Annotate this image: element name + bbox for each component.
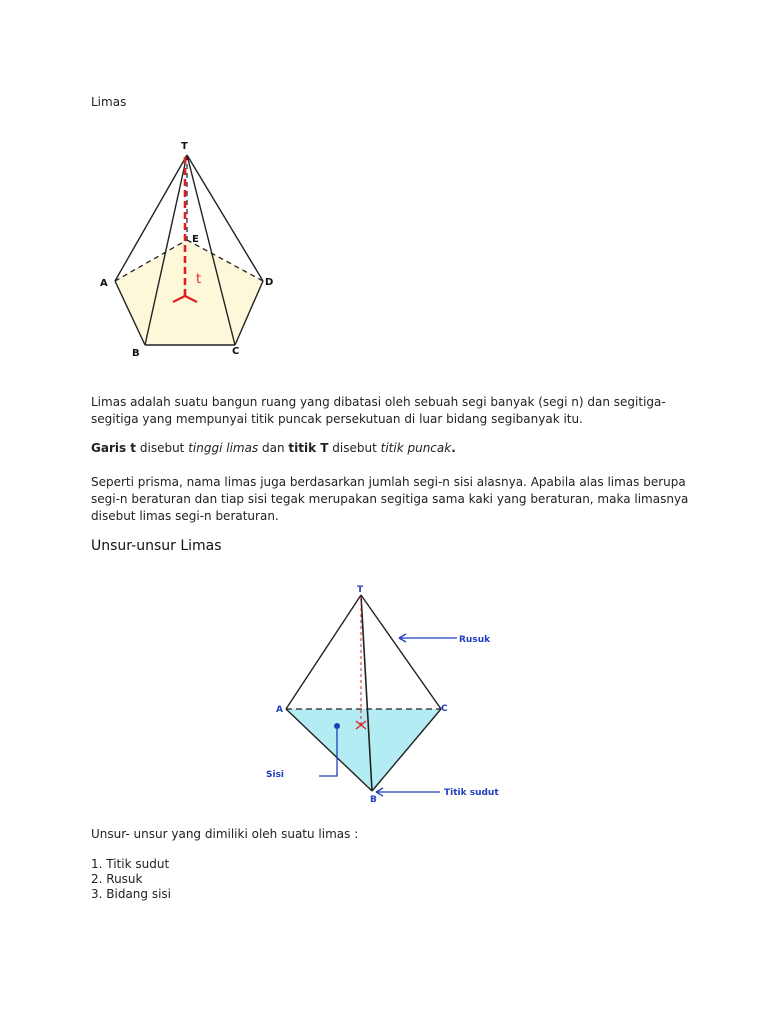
list-item: 3. Bidang sisi <box>91 887 172 901</box>
sisi-marker <box>334 723 340 729</box>
text-segment: . <box>451 441 456 455</box>
label-C: C <box>441 704 448 714</box>
list-item: 1. Titik sudut <box>91 857 170 871</box>
label-T: T <box>181 141 188 152</box>
label-T: T <box>357 585 364 595</box>
callout-rusuk: Rusuk <box>459 635 491 645</box>
term-garis-t: Garis t <box>91 441 137 455</box>
definition-paragraph: Limas adalah suatu bangun ruang yang dibatasi oleh sebuah segi banyak (segi n) dan segitiga-segitiga yang mempunyai titik puncak persekutuan di luar bidang segibanyak itu. <box>91 395 666 426</box>
callout-titik-sudut: Titik sudut <box>444 788 499 798</box>
edge-TA <box>286 595 361 709</box>
pyramid-elements-figure <box>262 582 512 807</box>
callout-sisi: Sisi <box>266 770 285 780</box>
base-face <box>286 709 441 791</box>
list-item: 2. Rusuk <box>91 872 143 886</box>
term-titik-t: titik T <box>288 441 329 455</box>
section-heading: Unsur-unsur Limas <box>91 538 222 554</box>
pentagonal-pyramid-figure <box>95 138 285 363</box>
label-A: A <box>100 278 108 289</box>
text-segment: dan <box>258 441 289 455</box>
page-title: Limas <box>91 95 127 109</box>
label-C: C <box>232 346 240 357</box>
label-D: D <box>265 277 274 288</box>
regular-pyramid-paragraph: Seperti prisma, nama limas juga berdasarkan jumlah segi-n sisi alasnya. Apabila alas limas berupa segi-n beraturan dan tiap sisi tegak merupakan segitiga sama kaki yang beraturan, maka limasnya disebut limas segi-n beraturan. <box>91 475 689 523</box>
edge-TC <box>361 595 441 709</box>
term-titik-puncak: titik puncak <box>380 441 452 455</box>
label-B: B <box>370 795 377 805</box>
elements-list <box>91 857 171 902</box>
text-segment: disebut <box>136 441 189 455</box>
label-A: A <box>276 705 283 715</box>
term-tinggi-limas: tinggi limas <box>188 441 259 455</box>
text-segment: disebut <box>328 441 381 455</box>
label-E: E <box>192 234 199 245</box>
label-t: t <box>196 272 202 287</box>
elements-intro: Unsur- unsur yang dimiliki oleh suatu limas : <box>91 827 359 841</box>
label-B: B <box>132 348 140 359</box>
height-apex-paragraph <box>91 440 691 457</box>
